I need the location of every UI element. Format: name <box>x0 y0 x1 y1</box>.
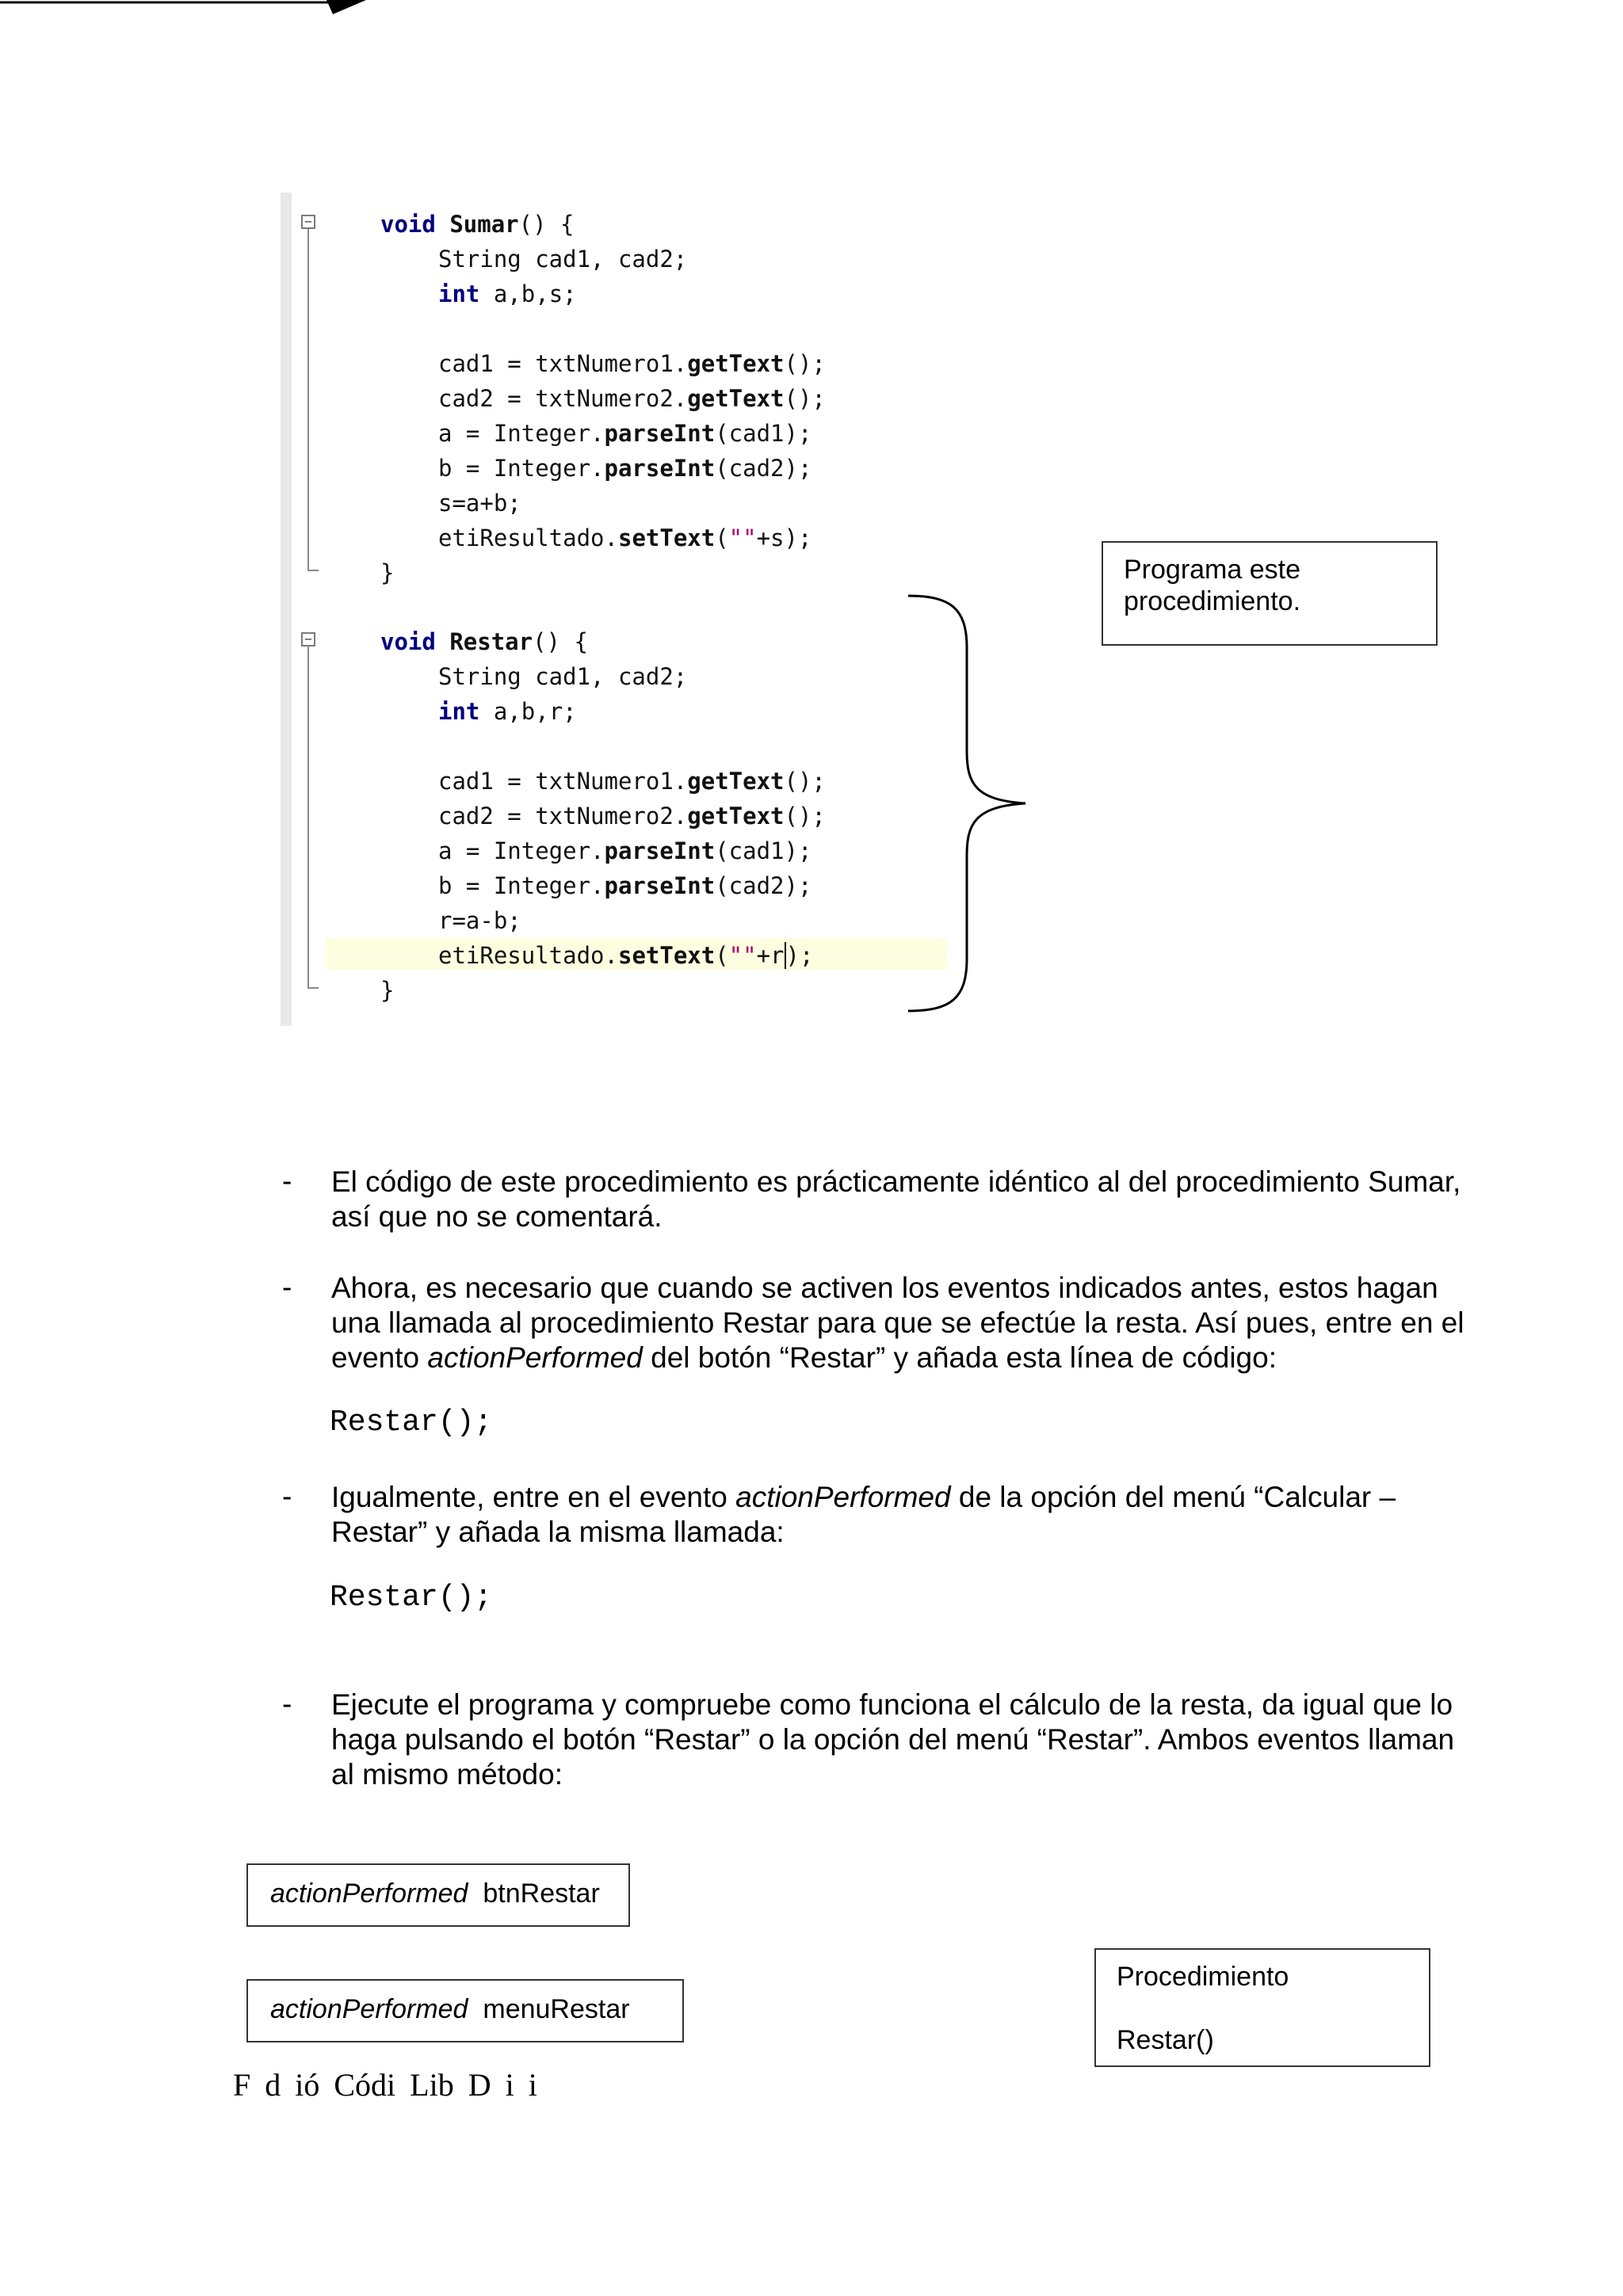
bullet-paragraph: Ejecute el programa y compruebe como funciona el cálculo de la resta, da igual que lo haga pulsando el botón “Restar” o la opción del menú “Restar”. Ambos eventos llaman al mismo método: <box>331 1688 1455 1791</box>
code-line: void Sumar() { <box>380 211 575 238</box>
component-name: menuRestar <box>483 1994 630 2024</box>
event-box-menurestar <box>246 1979 684 2042</box>
fold-guide-end <box>307 570 319 571</box>
code-line: cad1 = txtNumero1.getText(); <box>438 350 826 377</box>
code-line: } <box>380 559 395 586</box>
bullet-paragraph: Igualmente, entre en el evento actionPerformed de la opción del menú “Calcular – Restar” y añada la misma llamada: <box>331 1481 1396 1548</box>
code-line: s=a+b; <box>438 490 521 517</box>
bullet-dash: - <box>282 1271 292 1303</box>
procedure-label: Procedimiento <box>1117 1962 1289 1992</box>
code-line: String cad1, cad2; <box>438 246 688 273</box>
code-line: cad2 = txtNumero2.getText(); <box>438 803 826 830</box>
code-snippet: Restar(); <box>330 1405 493 1440</box>
fold-collapse-icon: − <box>301 632 315 646</box>
editor-gutter <box>281 193 292 1026</box>
code-line: void Restar() { <box>380 628 588 655</box>
code-line: int a,b,r; <box>438 698 577 725</box>
fold-guide-line <box>307 229 309 570</box>
code-line: a = Integer.parseInt(cad1); <box>438 837 812 864</box>
code-line: String cad1, cad2; <box>438 663 688 690</box>
code-line: int a,b,s; <box>438 280 577 307</box>
component-name: btnRestar <box>483 1878 600 1909</box>
bullet-dash: - <box>282 1165 292 1197</box>
code-line: b = Integer.parseInt(cad2); <box>438 455 812 482</box>
curly-brace-icon <box>903 593 1030 1014</box>
code-line: etiResultado.setText(""+r); <box>438 942 814 969</box>
fold-collapse-icon: − <box>301 215 315 229</box>
code-line: etiResultado.setText(""+s); <box>438 524 812 551</box>
fold-guide-end <box>307 987 319 989</box>
callout-box <box>1102 541 1438 646</box>
bullet-dash: - <box>282 1480 292 1512</box>
callout-text: Programa este procedimiento. <box>1124 555 1301 616</box>
code-line: b = Integer.parseInt(cad2); <box>438 872 812 899</box>
bullet-paragraph: Ahora, es necesario que cuando se activen los eventos indicados antes, estos hagan una llamada al procedimiento Restar para que se efectúe la resta. Así pues, entre en el evento actionPerformed del botón “Restar” y añada esta línea de código: <box>331 1272 1465 1374</box>
procedure-box <box>1094 1948 1430 2067</box>
code-line: r=a-b; <box>438 907 521 934</box>
event-name: actionPerformed <box>270 1994 468 2024</box>
code-line: cad1 = txtNumero1.getText(); <box>438 768 826 795</box>
procedure-name: Restar() <box>1117 2025 1214 2055</box>
bullet-paragraph: El código de este procedimiento es prácticamente idéntico al del procedimiento Sumar, así que no se comentará. <box>331 1165 1461 1233</box>
arrow-fragment-icon <box>0 0 372 19</box>
event-name: actionPerformed <box>270 1878 468 1909</box>
bullet-dash: - <box>282 1688 292 1720</box>
code-snippet: Restar(); <box>330 1581 493 1615</box>
code-line: } <box>380 977 395 1004</box>
fold-guide-line <box>307 646 309 987</box>
code-line: cad2 = txtNumero2.getText(); <box>438 385 826 412</box>
code-line: a = Integer.parseInt(cad1); <box>438 420 812 447</box>
event-box-btnrestar <box>246 1863 630 1927</box>
page-footer: F d ió Códi Lib D i i <box>233 2067 537 2103</box>
